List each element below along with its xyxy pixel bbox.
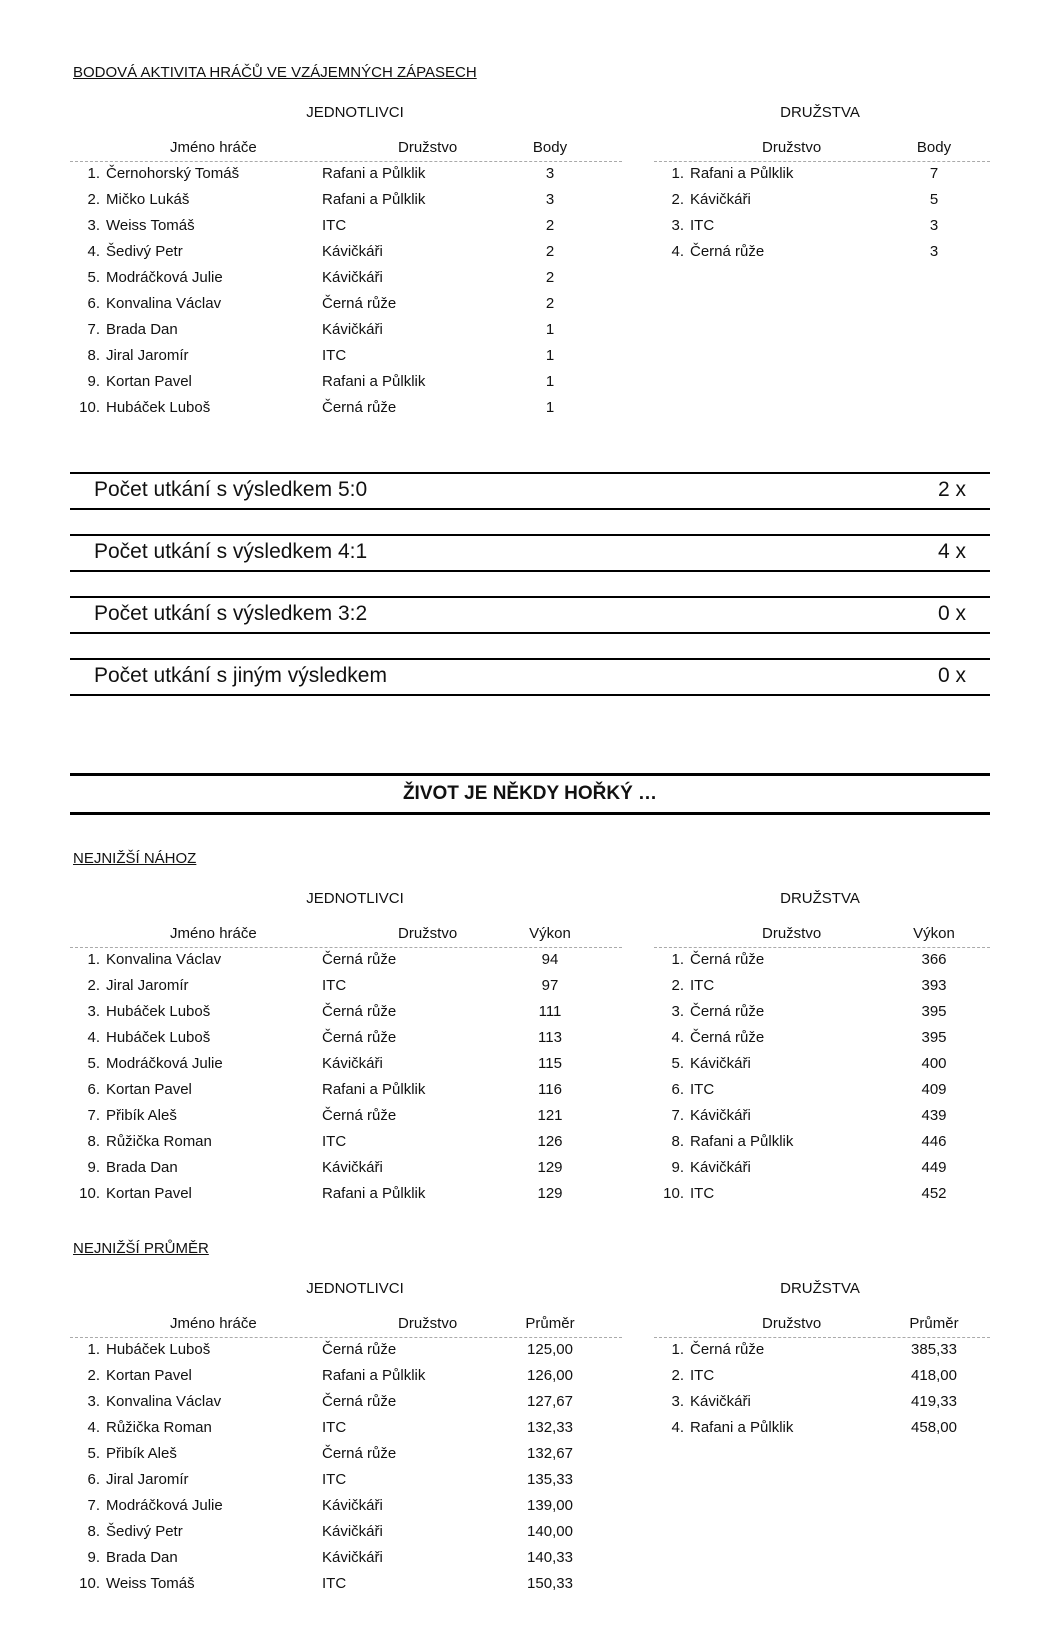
table-row [70,292,622,318]
table-row [654,188,990,214]
row-team: Kávičkáři [690,191,751,208]
table-row [70,1572,622,1598]
row-value: 126,00 [527,1367,573,1384]
row-value: 446 [921,1133,947,1150]
row-value: 419,33 [911,1393,957,1410]
column-header-team: Družstvo [398,1315,458,1332]
row-rank: 1. [671,1341,684,1358]
row-team: Černá růže [690,243,765,260]
row-name: Mičko Lukáš [106,191,190,208]
column-header-name: Jméno hráče [170,925,257,942]
row-team: Rafani a Půlklik [322,1081,426,1098]
table-row [654,974,990,1000]
table-row [654,1156,990,1182]
row-team: Černá růže [690,951,765,968]
row-name: Brada Dan [106,1549,178,1566]
table-row [654,1130,990,1156]
row-rank: 1. [671,951,684,968]
table-row [70,974,622,1000]
column-header-name: Jméno hráče [170,139,257,156]
row-rank: 8. [87,1523,100,1540]
row-team: ITC [322,1471,347,1488]
row-name: Kortan Pavel [106,1081,192,1098]
row-team: Kávičkáři [690,1107,751,1124]
row-team: Rafani a Půlklik [690,1419,794,1436]
table-row [654,948,990,974]
row-name: Jiral Jaromír [106,347,189,364]
table-row [70,240,622,266]
row-rank: 6. [671,1081,684,1098]
row-team: ITC [690,1367,715,1384]
row-rank: 2. [87,191,100,208]
row-team: Rafani a Půlklik [322,373,426,390]
row-name: Kortan Pavel [106,1185,192,1202]
row-value: 132,33 [527,1419,573,1436]
row-name: Hubáček Luboš [106,1341,211,1358]
row-value: 393 [921,977,947,994]
row-rank: 7. [87,321,100,338]
table-row [70,1000,622,1026]
table-row [70,1052,622,1078]
table-row [70,266,622,292]
stat-label: Počet utkání s výsledkem 3:2 [94,602,368,625]
row-name: Jiral Jaromír [106,1471,189,1488]
row-value: 3 [929,243,939,260]
row-rank: 1. [87,1341,100,1358]
row-value: 2 [545,295,555,312]
row-name: Hubáček Luboš [106,399,211,416]
row-team: Černá růže [690,1341,765,1358]
row-value: 5 [929,191,939,208]
stat-label: Počet utkání s jiným výsledkem [94,664,387,687]
table-row [70,162,622,188]
row-name: Weiss Tomáš [106,1575,195,1592]
row-value: 395 [921,1029,947,1046]
row-team: Rafani a Půlklik [322,165,426,182]
column-header-value: Průměr [909,1315,959,1332]
row-name: Kortan Pavel [106,1367,192,1384]
row-rank: 5. [671,1055,684,1072]
row-name: Kortan Pavel [106,373,192,390]
stat-label: Počet utkání s výsledkem 4:1 [94,540,368,563]
column-header-team: Družstvo [762,1315,822,1332]
table-row [70,1338,622,1364]
row-rank: 9. [671,1159,684,1176]
stat-row-4-1 [70,534,990,572]
row-team: Černá růže [322,1393,397,1410]
row-rank: 3. [671,1003,684,1020]
table-row [654,1052,990,1078]
row-name: Přibík Aleš [106,1107,177,1124]
row-rank: 4. [671,1029,684,1046]
table-row [70,1078,622,1104]
row-value: 418,00 [911,1367,957,1384]
row-team: Kávičkáři [322,1523,383,1540]
row-value: 2 [545,217,555,234]
table-row [654,214,990,240]
column-header-value: Body [916,139,952,156]
row-rank: 8. [87,1133,100,1150]
row-team: Černá růže [322,399,397,416]
table-row [654,1416,990,1442]
row-name: Hubáček Luboš [106,1029,211,1046]
table-row [70,1390,622,1416]
row-name: Konvalina Václav [106,1393,222,1410]
table-row [654,1104,990,1130]
row-value: 150,33 [527,1575,573,1592]
row-team: Rafani a Půlklik [690,165,794,182]
lowest-average-teams-table [654,1311,990,1442]
row-team: ITC [690,1081,715,1098]
column-header-value: Průměr [525,1315,575,1332]
banner [70,773,990,815]
individuals-header: JEDNOTLIVCI [306,104,404,121]
row-value: 135,33 [527,1471,573,1488]
teams-header: DRUŽSTVA [780,104,860,121]
row-team: Rafani a Půlklik [322,191,426,208]
row-team: Rafani a Půlklik [322,1367,426,1384]
table-row [70,370,622,396]
row-rank: 9. [87,1159,100,1176]
row-value: 139,00 [527,1497,573,1514]
table-row [654,1338,990,1364]
row-rank: 8. [87,347,100,364]
row-value: 409 [921,1081,947,1098]
section-title-points: BODOVÁ AKTIVITA HRÁČŮ VE VZÁJEMNÝCH ZÁPASECH [73,64,477,81]
stat-value: 0 x [937,664,966,687]
row-value: 111 [538,1003,562,1020]
row-rank: 1. [87,951,100,968]
row-value: 121 [537,1107,563,1124]
row-rank: 3. [671,217,684,234]
teams-header: DRUŽSTVA [780,890,860,907]
row-team: Kávičkáři [690,1055,751,1072]
row-name: Šedivý Petr [106,243,183,260]
row-rank: 2. [671,1367,684,1384]
row-value: 395 [921,1003,947,1020]
row-name: Jiral Jaromír [106,977,189,994]
section-title-lowest-throw: NEJNIŽŠÍ NÁHOZ [73,850,197,867]
column-header-name: Jméno hráče [170,1315,257,1332]
row-rank: 6. [87,1081,100,1098]
row-rank: 2. [87,977,100,994]
row-rank: 6. [87,1471,100,1488]
row-name: Růžička Roman [106,1419,212,1436]
row-team: Kávičkáři [690,1393,751,1410]
row-rank: 7. [671,1107,684,1124]
column-header-value: Výkon [529,925,571,942]
row-rank: 1. [87,165,100,182]
row-rank: 5. [87,1055,100,1072]
table-row [70,344,622,370]
column-header-value: Výkon [913,925,955,942]
stat-value: 0 x [937,602,966,625]
row-team: Kávičkáři [322,269,383,286]
row-team: ITC [690,977,715,994]
column-header-team: Družstvo [398,139,458,156]
row-value: 115 [538,1055,562,1072]
table-header [654,1311,990,1338]
row-team: Černá růže [690,1029,765,1046]
row-value: 449 [921,1159,947,1176]
row-team: Kávičkáři [322,1497,383,1514]
row-team: Kávičkáři [690,1159,751,1176]
stat-label: Počet utkání s výsledkem 5:0 [94,478,368,501]
row-rank: 8. [671,1133,684,1150]
row-value: 385,33 [911,1341,957,1358]
table-row [70,1520,622,1546]
row-team: Rafani a Půlklik [690,1133,794,1150]
stat-value: 4 x [937,540,966,563]
row-rank: 6. [87,295,100,312]
row-team: ITC [322,1419,347,1436]
row-rank: 2. [87,1367,100,1384]
table-header [654,921,990,948]
row-team: ITC [690,1185,715,1202]
row-value: 452 [921,1185,947,1202]
table-row [654,1390,990,1416]
row-team: Černá růže [322,295,397,312]
row-rank: 9. [87,1549,100,1566]
table-row [70,1468,622,1494]
table-row [70,1182,622,1208]
row-team: ITC [322,347,347,364]
row-rank: 7. [87,1497,100,1514]
stat-value: 2 x [937,478,966,501]
row-name: Přibík Aleš [106,1445,177,1462]
row-rank: 10. [663,1185,684,1202]
individuals-header: JEDNOTLIVCI [306,890,404,907]
table-row [654,1078,990,1104]
row-team: ITC [322,1575,347,1592]
table-row [70,1364,622,1390]
column-header-team: Družstvo [762,925,822,942]
stat-row-3-2 [70,596,990,634]
row-team: Kávičkáři [322,1159,383,1176]
row-value: 140,33 [527,1549,573,1566]
row-name: Černohorský Tomáš [106,165,240,182]
row-team: ITC [322,977,347,994]
row-team: ITC [690,217,715,234]
row-value: 366 [921,951,947,968]
table-row [70,214,622,240]
row-team: Černá růže [322,1029,397,1046]
row-value: 458,00 [911,1419,957,1436]
row-value: 3 [545,191,555,208]
table-row [70,1026,622,1052]
row-name: Brada Dan [106,1159,178,1176]
row-team: Kávičkáři [322,1055,383,1072]
row-team: Černá růže [322,1341,397,1358]
row-value: 439 [921,1107,947,1124]
row-team: Černá růže [322,951,397,968]
row-rank: 4. [671,243,684,260]
row-name: Růžička Roman [106,1133,212,1150]
row-value: 97 [541,977,559,994]
table-row [70,318,622,344]
column-header-team: Družstvo [398,925,458,942]
row-rank: 3. [87,217,100,234]
table-header [654,135,990,162]
row-name: Konvalina Václav [106,951,222,968]
table-header [70,1311,622,1338]
table-row [70,396,622,422]
row-value: 3 [929,217,939,234]
row-team: Černá růže [322,1003,397,1020]
row-rank: 9. [87,373,100,390]
table-row [70,1546,622,1572]
stat-row-5-0 [70,472,990,510]
column-header-value: Body [532,139,568,156]
row-value: 400 [921,1055,947,1072]
table-row [654,1364,990,1390]
row-value: 125,00 [527,1341,573,1358]
row-value: 1 [545,373,555,390]
row-team: Černá růže [322,1445,397,1462]
row-value: 1 [545,321,555,338]
row-name: Šedivý Petr [106,1523,183,1540]
table-row [70,948,622,974]
row-rank: 3. [87,1393,100,1410]
table-row [70,1416,622,1442]
row-team: Kávičkáři [322,1549,383,1566]
table-row [654,240,990,266]
row-rank: 2. [671,977,684,994]
row-rank: 3. [87,1003,100,1020]
row-name: Brada Dan [106,321,178,338]
row-rank: 4. [87,1419,100,1436]
row-rank: 10. [79,399,100,416]
lowest-average-individuals-table [70,1311,622,1598]
row-value: 116 [538,1081,562,1098]
row-rank: 4. [87,243,100,260]
row-name: Modráčková Julie [106,1497,223,1514]
row-team: Kávičkáři [322,321,383,338]
table-row [654,162,990,188]
row-rank: 10. [79,1575,100,1592]
row-value: 132,67 [527,1445,573,1462]
row-rank: 5. [87,269,100,286]
points-individuals-table [70,135,622,422]
row-value: 129 [537,1159,563,1176]
row-value: 127,67 [527,1393,573,1410]
row-team: ITC [322,1133,347,1150]
row-team: Černá růže [690,1003,765,1020]
table-row [70,1104,622,1130]
teams-header: DRUŽSTVA [780,1280,860,1297]
row-rank: 2. [671,191,684,208]
banner-text: ŽIVOT JE NĚKDY HOŘKÝ … [402,783,658,804]
row-value: 3 [545,165,555,182]
row-rank: 4. [671,1419,684,1436]
table-header [70,921,622,948]
table-row [654,1026,990,1052]
row-rank: 4. [87,1029,100,1046]
table-row [70,1442,622,1468]
row-rank: 10. [79,1185,100,1202]
table-row [70,1156,622,1182]
table-row [70,1494,622,1520]
table-header [70,135,622,162]
individuals-header: JEDNOTLIVCI [306,1280,404,1297]
row-name: Modráčková Julie [106,269,223,286]
row-rank: 3. [671,1393,684,1410]
row-team: Černá růže [322,1107,397,1124]
table-row [654,1182,990,1208]
row-value: 2 [545,243,555,260]
row-team: ITC [322,217,347,234]
row-value: 7 [929,165,939,182]
table-row [70,188,622,214]
row-value: 94 [541,951,559,968]
row-rank: 5. [87,1445,100,1462]
row-value: 129 [537,1185,563,1202]
row-name: Konvalina Václav [106,295,222,312]
stat-row-other [70,658,990,696]
row-rank: 7. [87,1107,100,1124]
row-value: 140,00 [527,1523,573,1540]
lowest-throw-individuals-table [70,921,622,1208]
row-rank: 1. [671,165,684,182]
row-team: Rafani a Půlklik [322,1185,426,1202]
row-value: 2 [545,269,555,286]
row-value: 1 [545,347,555,364]
row-value: 1 [545,399,555,416]
table-row [70,1130,622,1156]
section-title-lowest-average: NEJNIŽŠÍ PRŮMĚR [73,1240,209,1257]
row-value: 113 [538,1029,562,1046]
row-name: Hubáček Luboš [106,1003,211,1020]
table-row [654,1000,990,1026]
row-team: Kávičkáři [322,243,383,260]
lowest-throw-teams-table [654,921,990,1208]
column-header-team: Družstvo [762,139,822,156]
row-value: 126 [537,1133,563,1150]
row-name: Weiss Tomáš [106,217,195,234]
row-name: Modráčková Julie [106,1055,223,1072]
points-teams-table [654,135,990,266]
